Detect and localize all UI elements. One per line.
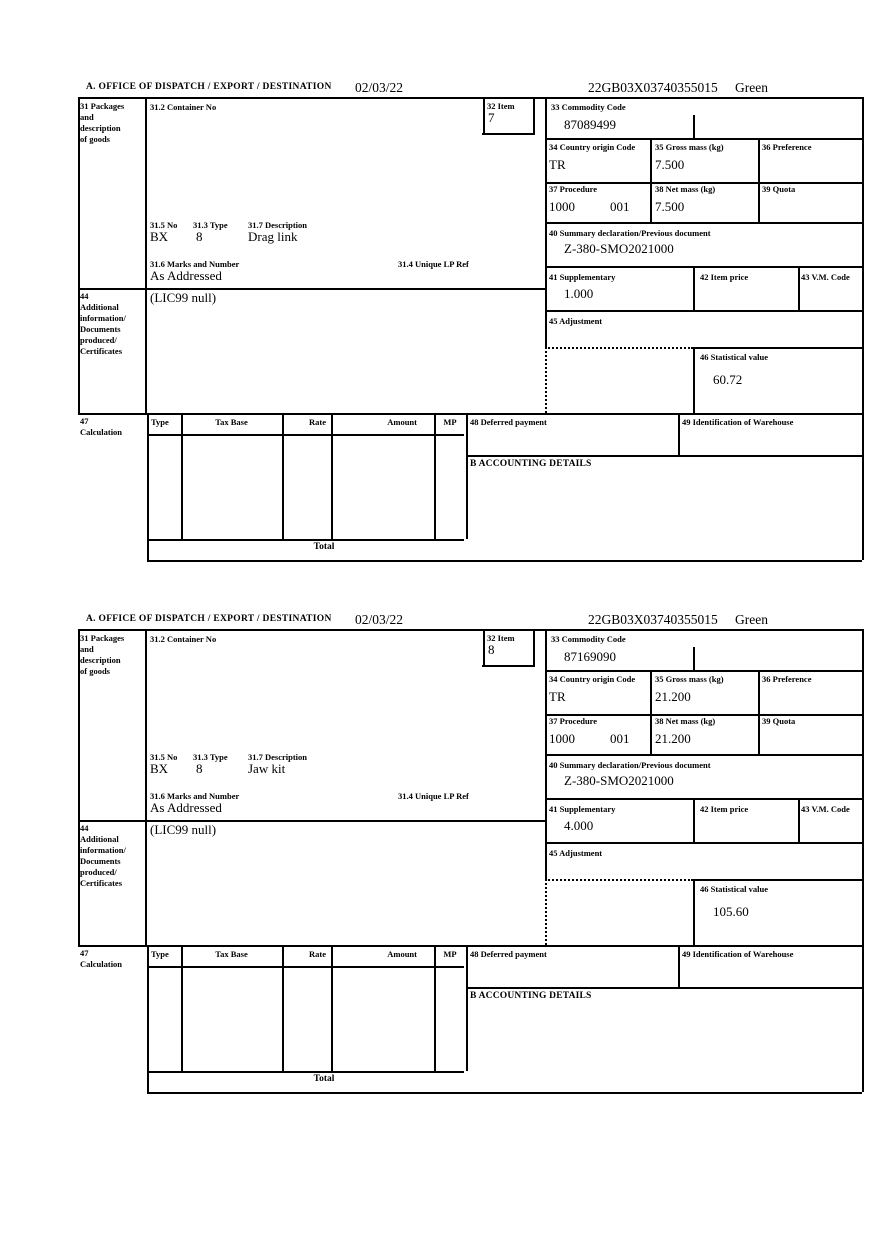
box46-top-border [693,347,862,349]
warehouse-id-label: 49 Identification of Warehouse [682,949,794,959]
net-mass-value: 21.200 [655,731,691,746]
goods-description-value: Drag link [248,229,298,244]
previous-document-label: 40 Summary declaration/Previous document [549,760,711,770]
box31-label: 31 Packages and description of goods [80,101,125,145]
item-price-label: 42 Item price [700,272,749,282]
package-type-value: 8 [196,229,203,244]
unique-lp-ref-label: 31.4 Unique LP Ref [398,259,469,269]
label-column-border [145,629,147,945]
commodity-code-divider-tick [693,115,695,138]
middle-right-column-border [545,629,547,879]
calc-header-tax-base: Tax Base [215,417,248,427]
calc-header-rate: Rate [309,949,326,959]
statistical-value-label: 46 Statistical value [700,352,768,362]
box41-row-bottom-border [545,310,862,312]
supplementary-label: 41 Supplementary [549,272,616,282]
commodity-code-label: 33 Commodity Code [551,634,626,644]
routing-status: Green [735,80,768,95]
box48-bottom-border [466,987,862,989]
procedure-value: 1000 [549,199,575,214]
routing-status: Green [735,612,768,627]
item-price-label: 42 Item price [700,804,749,814]
item-number-label: 32 Item [487,633,515,643]
form-bottom-border [147,1092,862,1094]
commodity-code-label: 33 Commodity Code [551,102,626,112]
warehouse-id-label: 49 Identification of Warehouse [682,417,794,427]
statistical-value: 105.60 [713,904,749,919]
declaration-date: 02/03/22 [355,80,404,95]
adjustment-label: 45 Adjustment [549,316,603,326]
form-right-border [862,629,864,1092]
box45-dotted-bottom-border [545,347,693,349]
box32-bottom-border [482,665,535,667]
deferred-payment-label: 48 Deferred payment [470,949,547,959]
box32-right-border [533,97,535,133]
procedure-additional-value: 001 [610,731,630,746]
box33-bottom-border [545,670,862,672]
supplementary-value: 4.000 [564,818,594,833]
box42-box43-divider [798,798,800,842]
commodity-code-value: 87089499 [564,117,616,132]
gross-mass-label: 35 Gross mass (kg) [655,674,724,684]
box47-row-top-border [78,945,862,947]
calc-header-mp: MP [443,417,457,427]
statistical-value-label: 46 Statistical value [700,884,768,894]
box31-box44-divider [78,820,545,822]
calc-header-type: Type [151,949,169,959]
procedure-value: 1000 [549,731,575,746]
calc-col-taxbase-border [282,413,284,539]
gross-mass-label: 35 Gross mass (kg) [655,142,724,152]
box34-box35-divider [650,670,652,754]
procedure-additional-value: 001 [610,199,630,214]
calc-table-left-border [147,413,149,560]
label-column-border [145,97,147,413]
description-label: 31.7 Description [248,220,308,230]
form-right-border [862,97,864,560]
container-no-label: 31.2 Container No [150,102,217,112]
country-origin-label: 34 Country origin Code [549,674,636,684]
net-mass-label: 38 Net mass (kg) [655,184,716,194]
calc-header-mp: MP [443,949,457,959]
preference-label: 36 Preference [762,142,812,152]
net-mass-label: 38 Net mass (kg) [655,716,716,726]
box47-row-top-border [78,413,862,415]
calc-col-amount-border [434,413,436,539]
calc-header-type: Type [151,417,169,427]
box31-box44-divider [78,288,545,290]
marks-number-label: 31.6 Marks and Number [150,791,240,801]
box35-box36-divider [758,138,760,222]
box47-label: 47 Calculation [80,416,123,438]
calc-header-rate: Rate [309,417,326,427]
additional-information-value: (LIC99 null) [150,822,217,837]
box48-box49-divider [678,413,680,455]
accounting-details-label: B ACCOUNTING DETAILS [470,459,592,469]
package-no-value: BX [150,229,169,244]
previous-document-value: Z-380-SMO2021000 [564,773,674,788]
declaration-item-section-2 [0,612,882,1144]
preference-label: 36 Preference [762,674,812,684]
form-bottom-border [147,560,862,562]
calc-table-header-border [147,434,464,436]
procedure-label: 37 Procedure [549,184,598,194]
declaration-date: 02/03/22 [355,612,404,627]
package-no-value: BX [150,761,169,776]
box31-label: 31 Packages and description of goods [80,633,125,677]
calc-col-amount-border [434,945,436,1071]
package-no-label: 31.5 No [150,220,178,230]
box37-row-bottom-border [545,754,862,756]
package-type-value: 8 [196,761,203,776]
box42-box43-divider [798,266,800,310]
calc-col-taxbase-border [282,945,284,1071]
previous-document-label: 40 Summary declaration/Previous document [549,228,711,238]
movement-reference-number: 22GB03X03740355015 [588,612,718,627]
net-mass-value: 7.500 [655,199,685,214]
box35-box36-divider [758,670,760,754]
item-number-value: 8 [488,642,495,657]
quota-label: 39 Quota [762,716,796,726]
box48-box49-divider [678,945,680,987]
container-no-label: 31.2 Container No [150,634,217,644]
country-origin-value: TR [549,689,566,704]
movement-reference-number: 22GB03X03740355015 [588,80,718,95]
country-origin-value: TR [549,157,566,172]
marks-number-value: As Addressed [150,268,222,283]
commodity-code-divider-tick [693,647,695,670]
calc-col-rate-border [331,945,333,1071]
box40-bottom-border [545,798,862,800]
item-number-label: 32 Item [487,101,515,111]
box45-dotted-bottom-border [545,879,693,881]
box44-label: 44 Additional information/ Documents produced/ Certificates [80,291,126,357]
calc-header-tax-base: Tax Base [215,949,248,959]
box46-top-border [693,879,862,881]
country-origin-label: 34 Country origin Code [549,142,636,152]
adjustment-label: 45 Adjustment [549,848,603,858]
quota-label: 39 Quota [762,184,796,194]
box34-box35-divider [650,138,652,222]
package-type-label: 31.3 Type [193,220,228,230]
vm-code-label: 43 V.M. Code [801,804,850,814]
marks-number-label: 31.6 Marks and Number [150,259,240,269]
vm-code-label: 43 V.M. Code [801,272,850,282]
dotted-column-border [545,879,547,945]
item-number-value: 7 [488,110,495,125]
package-type-label: 31.3 Type [193,752,228,762]
box44-label: 44 Additional information/ Documents produced/ Certificates [80,823,126,889]
calc-total-label: Total [313,1074,335,1084]
box32-left-border [483,629,485,665]
unique-lp-ref-label: 31.4 Unique LP Ref [398,791,469,801]
deferred-payment-label: 48 Deferred payment [470,417,547,427]
box48-bottom-border [466,455,862,457]
box32-left-border [483,97,485,133]
office-of-dispatch-label: A. OFFICE OF DISPATCH / EXPORT / DESTINATION [86,82,332,92]
calc-table-right-border [466,945,468,1071]
supplementary-label: 41 Supplementary [549,804,616,814]
previous-document-value: Z-380-SMO2021000 [564,241,674,256]
box41-row-bottom-border [545,842,862,844]
box37-row-bottom-border [545,222,862,224]
box41-box42-divider [693,266,695,310]
box47-label: 47 Calculation [80,948,123,970]
box33-bottom-border [545,138,862,140]
middle-right-column-border [545,97,547,347]
form-top-border [78,97,862,99]
calc-table-body-bottom-border [147,539,464,541]
calc-col-type-border [181,945,183,1071]
box46-left-border [693,347,695,413]
calc-table-body-bottom-border [147,1071,464,1073]
additional-information-value: (LIC99 null) [150,290,217,305]
procedure-label: 37 Procedure [549,716,598,726]
calc-header-amount: Amount [387,417,417,427]
dotted-column-border [545,347,547,413]
goods-description-value: Jaw kit [248,761,286,776]
calc-col-type-border [181,413,183,539]
box41-box42-divider [693,798,695,842]
calc-header-amount: Amount [387,949,417,959]
box32-right-border [533,629,535,665]
description-label: 31.7 Description [248,752,308,762]
package-no-label: 31.5 No [150,752,178,762]
calc-col-rate-border [331,413,333,539]
box40-bottom-border [545,266,862,268]
box46-left-border [693,879,695,945]
form-top-border [78,629,862,631]
gross-mass-value: 21.200 [655,689,691,704]
gross-mass-value: 7.500 [655,157,685,172]
accounting-details-label: B ACCOUNTING DETAILS [470,991,592,1001]
calc-table-left-border [147,945,149,1092]
box32-bottom-border [482,133,535,135]
calc-table-right-border [466,413,468,539]
office-of-dispatch-label: A. OFFICE OF DISPATCH / EXPORT / DESTINATION [86,614,332,624]
calc-table-header-border [147,966,464,968]
calc-total-label: Total [313,542,335,552]
supplementary-value: 1.000 [564,286,594,301]
declaration-item-section-1 [0,80,882,612]
marks-number-value: As Addressed [150,800,222,815]
statistical-value: 60.72 [713,372,743,387]
commodity-code-value: 87169090 [564,649,616,664]
